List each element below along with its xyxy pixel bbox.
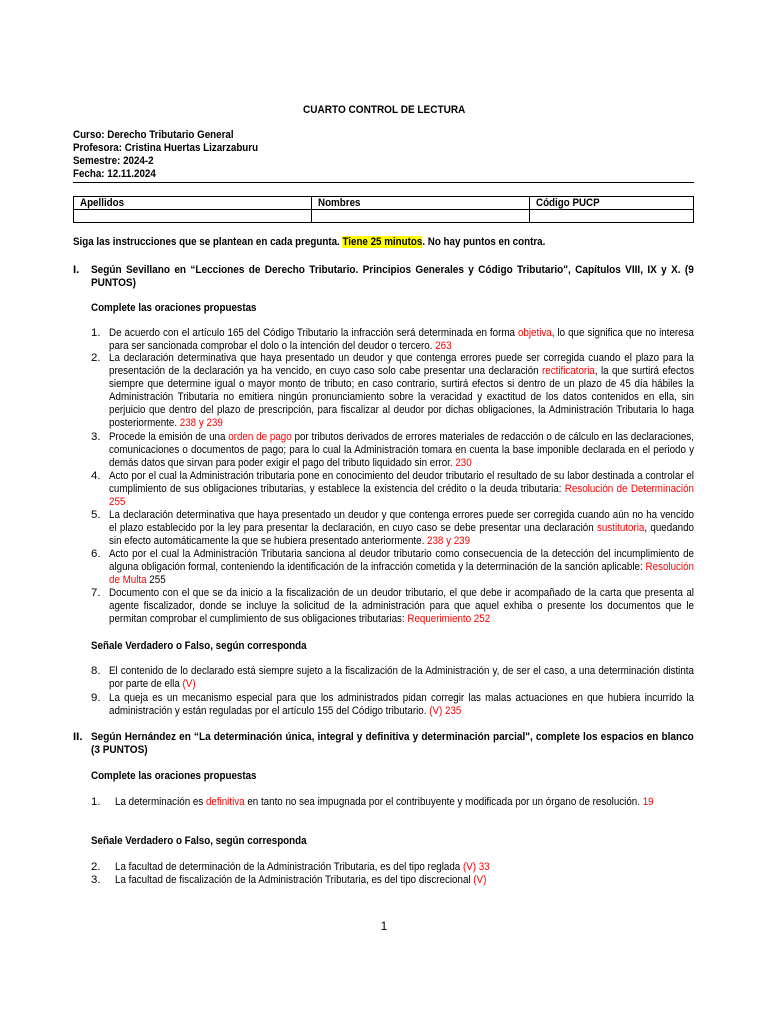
question-text [109,587,694,626]
question-number: 3. [91,874,101,886]
answer-text: 230 [455,457,472,469]
question-number: 4. [91,470,101,482]
question-number: 7. [91,587,101,599]
apellidos-header: Apellidos [74,197,312,210]
section-heading-text: Según Sevillano en “Lecciones de Derecho Tributario. Principios Generales y Código Tributario", Capítulos VIII, IX y X. (9 PUNTOS) [91,264,694,289]
answer-text: Resolución de Determinación 255 [109,483,694,508]
answer-text: (V) [182,678,196,690]
answer-text: rectificatoria [542,365,595,377]
prompt-text: , la que surtirá efectos siempre que determine igual o mayor monto de tributo; en caso contrario, surtirá efectos si dentro de un plazo de 45 día hábiles la Administración Tributaria no emitiera ningún pronunciamiento sobre la veracidad y exactitud de los datos contenidos en ella, sin perjuicio que dentro del plazo de prescripción, para fiscalizar al deudor por dichas obligaciones, la Administración Tributaria lo haga posteriormente. [109,365,694,429]
question-number: 9. [91,692,101,704]
codigo-header: Código PUCP [530,197,694,210]
answer-text: (V) [473,874,487,886]
question-text [109,431,694,470]
prompt-text: La declaración determinativa que haya presentado un deudor y que contenga errores puede ser corregida cuando aún no ha vencido el plazo establecido por la ley para presentar la declaración, en cuyo caso se debe presentar una declaración [109,509,694,534]
answer-text: 263 [435,340,452,352]
question-text [109,665,694,691]
question-number: 8. [91,665,101,677]
question-text [115,796,694,809]
question-text [109,548,694,587]
prompt-text: Procede la emisión de una [109,431,229,443]
section-2-subheading-vf: Señale Verdadero o Falso, según corresponda [91,835,307,847]
header-divider [73,182,694,183]
question-text [109,692,694,718]
answer-text: 238 y 239 [179,417,223,429]
answer-text: objetiva [517,327,552,339]
table-input-row [74,210,694,223]
instructions: Siga las instrucciones que se plantean en cada pregunta. Tiene 25 minutos. No hay puntos en contra. [73,236,546,248]
professor-line: Profesora: Cristina Huertas Lizarzaburu [73,142,259,154]
date-line: Fecha: 12.11.2024 [73,168,156,180]
section-2-subheading-complete: Complete las oraciones propuestas [91,770,257,782]
answer-text: orden de pago [228,431,292,443]
prompt-text: , lo que significa que no interesa para ser sancionada comprobar el dolo o la intención del deudor o tercero. [109,327,694,352]
question-text [115,861,694,874]
question-number: 2. [91,861,101,873]
answer-text: 238 y 239 [427,535,471,547]
prompt-text: La queja es un mecanismo especial para que los administrados pidan corregir las malas actuaciones en que hubiera incurrido la administración y están reguladas por el artículo 155 del Código tributario. [109,692,694,717]
answer-text: Resolución de Multa [109,561,694,586]
question-text [109,327,694,353]
question-text [115,874,694,887]
prompt-text: La determinación es [115,796,206,808]
page-title: CUARTO CONTROL DE LECTURA [302,104,466,116]
prompt-text: por tributos derivados de errores materiales de redacción o de cálculo en las declaraciones, comunicaciones o documentos de pago; para lo cual la Administración tomara en cuenta la base imponible declarada en el periodo y demás datos que sirvan para poder exigir el pago del tributo liquidado sin error. [109,431,694,469]
question-text [109,509,694,548]
section-heading-text: Según Hernández en “La determinación única, integral y definitiva y determinación parcial", complete los espacios en blanco (3 PUNTOS) [91,731,694,756]
prompt-text: Acto por el cual la Administración tributaria pone en conocimiento del deudor tributario el resultado de su labor destinada a controlar el cumplimiento de sus obligaciones tributarias, y establece la existencia del crédito o la deuda tributaria: [109,470,694,495]
section-number: I. [73,264,80,276]
prompt-text: La declaración determinativa que haya presentado un deudor y que contenga errores puede ser corregida cuando el plazo para la presentación de la declaración ya ha vencido, en cuyo caso solo cabe presentar una declaración [109,352,694,377]
prompt-text: 255 [146,574,166,586]
question-number: 6. [91,548,101,560]
prompt-text: , quedando sin efecto automáticamente la que se hubiera presentado anteriormente. [109,522,694,547]
section-1-subheading-vf: Señale Verdadero o Falso, según corresponda [91,640,307,652]
answer-text: definitiva [205,796,245,808]
semester-line: Semestre: 2024-2 [73,155,154,167]
course-line: Curso: Derecho Tributario General [73,129,234,141]
question-text [109,470,694,509]
answer-text: (V) 235 [429,705,462,717]
prompt-text: De acuerdo con el artículo 165 del Código Tributario la infracción será determinada en forma [109,327,518,339]
prompt-text: Acto por el cual la Administración Tributaria sanciona al deudor tributario como consecuencia de la detección del incumplimiento de alguna obligación formal, conteniendo la identificación de la infracción cometida y la determinación de la sanción aplicable: [109,548,694,573]
apellidos-cell[interactable] [74,210,312,223]
nombres-cell[interactable] [312,210,530,223]
nombres-header: Nombres [312,197,530,210]
section-1-subheading-complete: Complete las oraciones propuestas [91,302,257,314]
prompt-text: en tanto no sea impugnada por el contribuyente y modificada por un órgano de resolución. [244,796,643,808]
time-highlight: Tiene 25 minutos [342,236,423,248]
question-number: 1. [91,327,101,339]
question-text [109,352,694,430]
section-number: II. [73,731,83,743]
question-number: 1. [91,796,101,808]
prompt-text: La facultad de determinación de la Administración Tributaria, es del tipo reglada [115,861,463,873]
answer-text: 19 [642,796,654,808]
question-number: 3. [91,431,101,443]
student-info-table [73,196,694,223]
answer-text: Requerimiento 252 [407,613,491,625]
course-info [73,129,288,181]
prompt-text: El contenido de lo declarado está siempre sujeto a la fiscalización de la Administración y, de ser el caso, a una determinación distinta por parte de ella [109,665,694,690]
prompt-text: La facultad de fiscalización de la Administración Tributaria, es del tipo discrecional [115,874,474,886]
answer-text: (V) 33 [462,861,490,873]
question-number: 2. [91,352,101,364]
prompt-text: Documento con el que se da inicio a la fiscalización de un deudor tributario, el que debe ir acompañado de la carta que presenta al agente fiscalizador, donde se incluye la solicitud de la administración para que aquel exhiba o presente los documentos que le permitan comprobar el cumplimiento de sus obligaciones tributarias: [109,587,694,625]
answer-text: sustitutoria [596,522,645,534]
question-number: 5. [91,509,101,521]
codigo-cell[interactable] [530,210,694,223]
page-number: 1 [380,919,388,933]
table-header-row [74,197,694,210]
